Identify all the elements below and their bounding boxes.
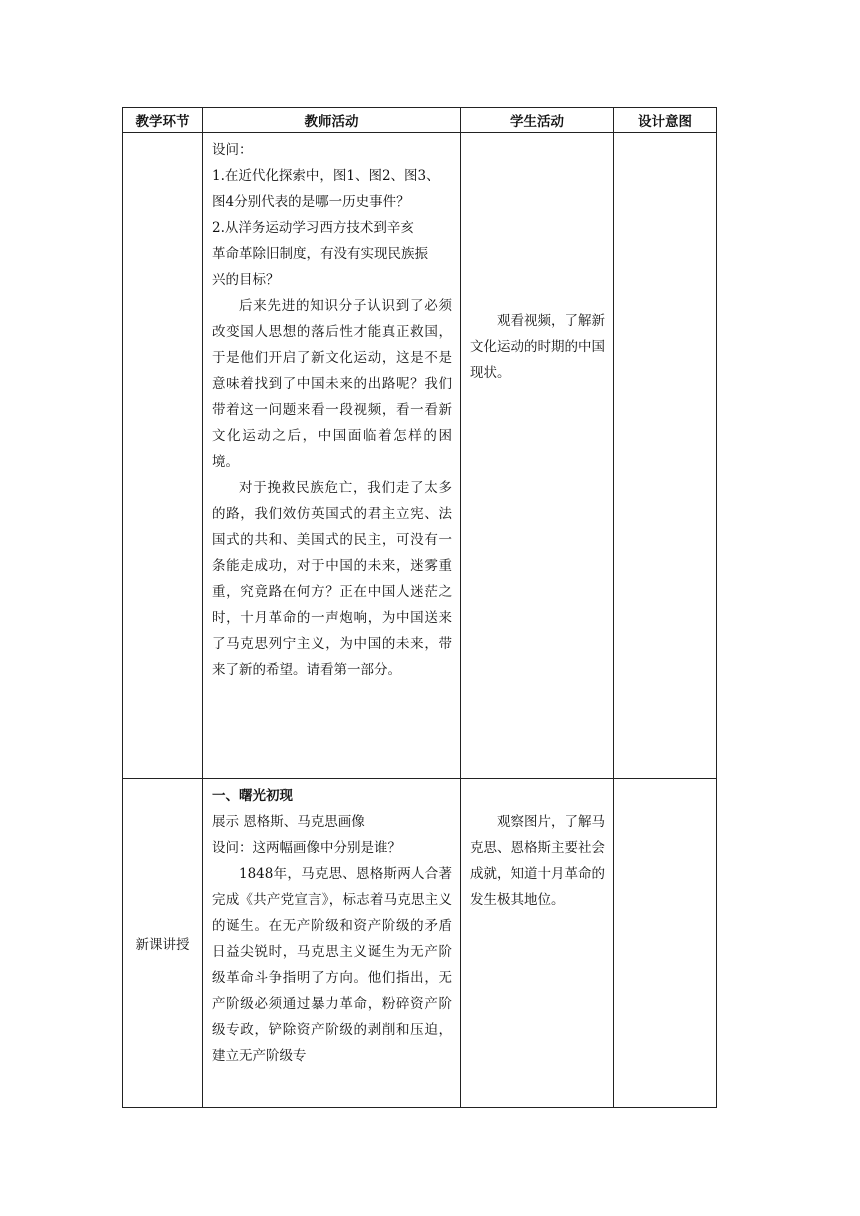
header-student-activity: 学生活动 bbox=[461, 108, 614, 133]
row2-student-cell bbox=[461, 779, 614, 1108]
row1-teacher-line: 1.在近代化探索中，图1、图2、图3、 bbox=[212, 168, 440, 184]
header-design-intent: 设计意图 bbox=[614, 108, 717, 133]
row1-teacher-cell bbox=[203, 133, 461, 779]
row2-teacher-line: 设问：这两幅画像中分别是谁？ bbox=[212, 840, 401, 856]
row1-intent-cell bbox=[614, 133, 717, 779]
row1-student-text: 观看视频，了解新文化运动的时期的中国现状。 bbox=[470, 313, 605, 381]
row1-teacher-paragraph: 对于挽救民族危亡，我们走了太多的路，我们效仿英国式的君主立宪、法国式的共和、美国式的民主，可没有一条能走成功，对于中国的未来，迷雾重重，究竟路在何方？正在中国人迷茫之时，十月革命的一声炮响，为中国送来了马克思列宁主义，为中国的未来，带来了新的希望。请看第一部分。 bbox=[212, 480, 452, 678]
row1-teacher-line: 设问： bbox=[212, 142, 253, 158]
row1-teacher-line: 2.从洋务运动学习西方技术到辛亥 bbox=[212, 220, 414, 236]
row1-teacher-line: 革命革除旧制度，有没有实现民族振 bbox=[212, 246, 428, 262]
row2-teacher-line: 展示 恩格斯、马克思画像 bbox=[212, 814, 365, 830]
table-row bbox=[123, 779, 717, 1108]
lesson-plan-table bbox=[122, 107, 717, 1108]
row1-teacher-line: 兴的目标？ bbox=[212, 272, 280, 288]
row1-teacher-paragraph: 后来先进的知识分子认识到了必须改变国人思想的落后性才能真正救国，于是他们开启了新文化运动，这是不是意味着找到了中国未来的出路呢？我们带着这一问题来看一段视频，看一看新文化运动之后，中国面临着怎样的困境。 bbox=[212, 298, 452, 470]
table-header-row bbox=[123, 108, 717, 133]
row2-section-cell: 新课讲授 bbox=[123, 779, 203, 1108]
header-teacher-activity: 教师活动 bbox=[203, 108, 461, 133]
header-teaching-stage: 教学环节 bbox=[123, 108, 203, 133]
lesson-plan-table-wrapper bbox=[122, 107, 716, 1108]
row2-teacher-heading: 一、曙光初现 bbox=[212, 788, 293, 804]
row2-teacher-cell bbox=[203, 779, 461, 1108]
row2-intent-cell bbox=[614, 779, 717, 1108]
row1-teacher-line: 图4分别代表的是哪一历史事件？ bbox=[212, 194, 410, 210]
row1-student-cell bbox=[461, 133, 614, 779]
row2-student-text: 观察图片，了解马克思、恩格斯主要社会成就，知道十月革命的发生极其地位。 bbox=[470, 814, 605, 908]
row2-teacher-paragraph: 1848年，马克思、恩格斯两人合著完成《共产党宣言》，标志着马克思主义的诞生。在无产阶级和资产阶级的矛盾日益尖锐时，马克思主义诞生为无产阶级革命斗争指明了方向。他们指出，无产阶级必须通过暴力革命，粉碎资产阶级专政，铲除资产阶级的剥削和压迫，建立无产阶级专 bbox=[212, 866, 452, 1064]
row1-section-cell bbox=[123, 133, 203, 779]
table-row bbox=[123, 133, 717, 779]
